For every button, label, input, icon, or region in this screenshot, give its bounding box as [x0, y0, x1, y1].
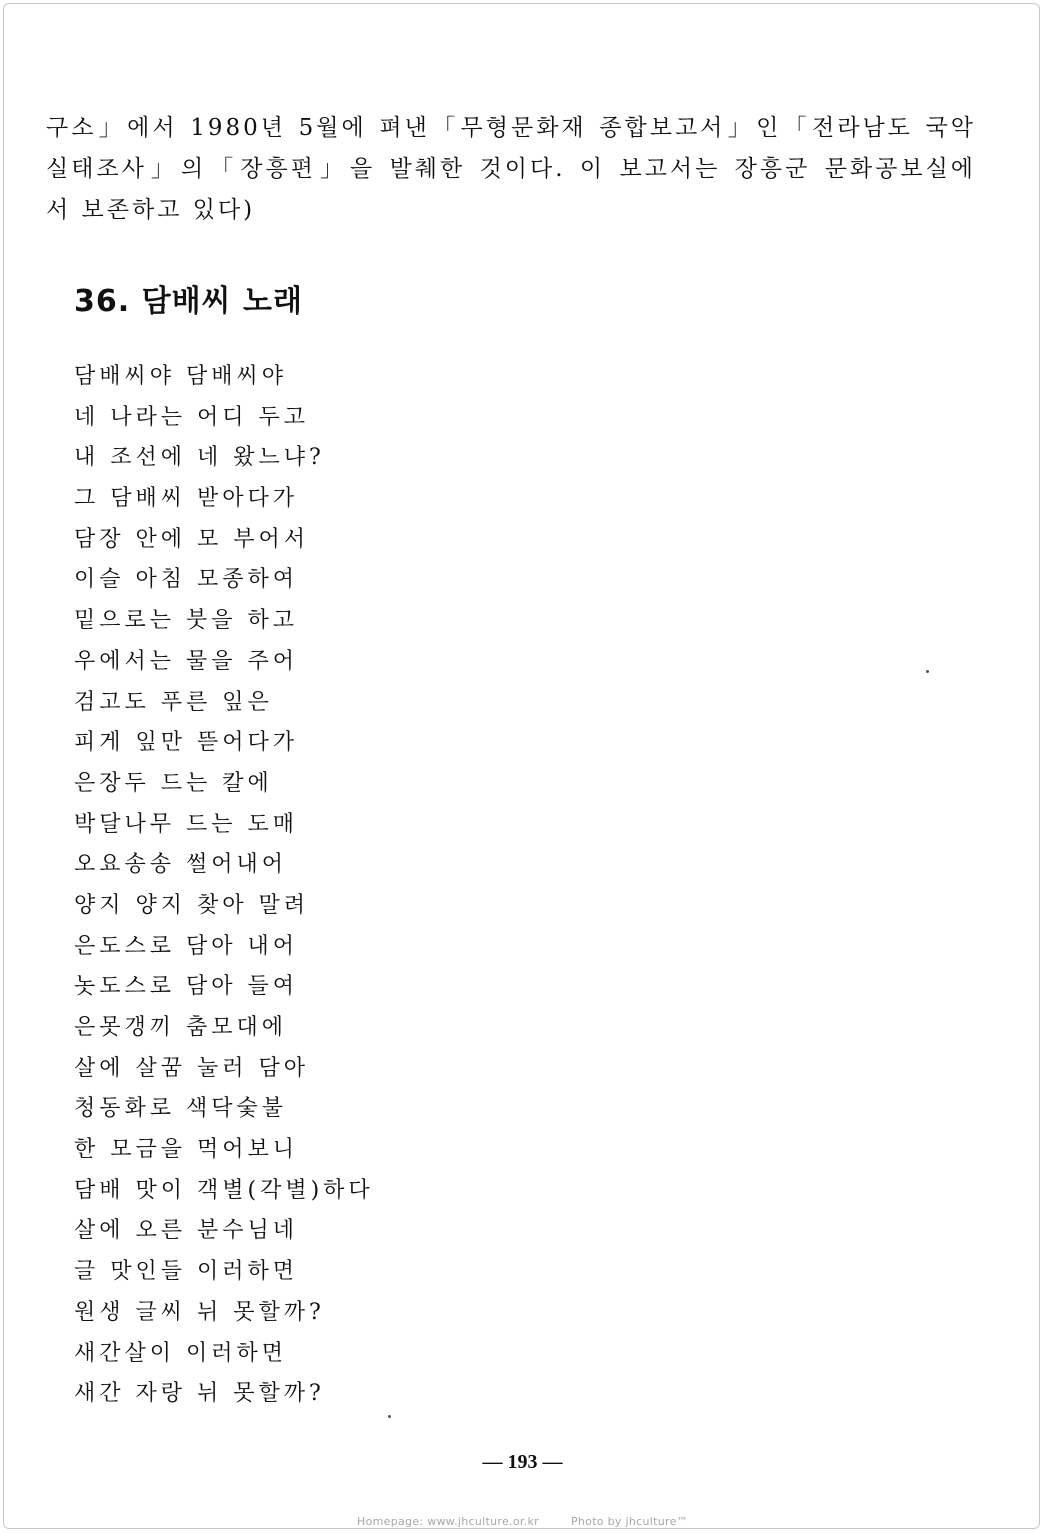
intro-paragraph	[46, 108, 976, 231]
poem-line: 양지 양지 찾아 말려	[74, 892, 309, 918]
poem-line: 새간살이 이러하면	[74, 1340, 288, 1366]
poem-line: 밑으로는 붓을 하고	[74, 608, 299, 634]
scan-speck	[926, 670, 929, 673]
poem-line: 놋도스로 담아 들여	[74, 974, 299, 1000]
poem-line: 살에 살꿈 눌러 담아	[74, 1055, 309, 1081]
intro-line-3: 서 보존하고 있다)	[46, 197, 256, 223]
poem-line: 내 조선에 네 왔느냐?	[74, 445, 325, 471]
poem-line: 오요송송 썰어내어	[74, 852, 288, 878]
poem-line: 담배씨야 담배씨야	[74, 364, 288, 389]
poem-line: 살에 오른 분수님네	[74, 1218, 299, 1244]
watermark-footer	[0, 1515, 1045, 1528]
poem-lyrics	[74, 357, 374, 1415]
poem-line: 은도스로 담아 내어	[74, 933, 299, 959]
poem-line: 새간 자랑 뉘 못할까?	[74, 1381, 325, 1407]
poem-line: 담배 맛이 객별(각별)하다	[74, 1177, 374, 1203]
poem-line: 박달나무 드는 도매	[74, 811, 299, 837]
poem-line: 피게 잎만 뜯어다가	[74, 730, 299, 756]
poem-line: 글 맛인들 이러하면	[74, 1259, 299, 1285]
page-number: — 193 —	[482, 1451, 563, 1473]
poem-line: 검고도 푸른 잎은	[74, 689, 273, 715]
footer-homepage: Homepage: www.jhculture.or.kr	[357, 1515, 539, 1528]
poem-line: 그 담배씨 받아다가	[74, 486, 299, 512]
poem-line: 담장 안에 모 부어서	[74, 526, 309, 552]
intro-line-2: 실태조사」의「장흥편」을 발췌한 것이다. 이 보고서는 장흥군 문화공보실에	[46, 156, 976, 182]
poem-line: 은못갱끼 춤모대에	[74, 1015, 288, 1040]
intro-line-1: 구소」에서 1980년 5월에 펴낸「무형문화재 종합보고서」인「전라남도 국악	[46, 115, 976, 141]
poem-line: 한 모금을 먹어보니	[74, 1137, 299, 1163]
poem-line: 은장두 드는 칼에	[74, 770, 273, 796]
poem-line: 원생 글씨 뉘 못할까?	[74, 1299, 325, 1325]
section-title: 36. 담배씨 노래	[74, 284, 303, 319]
scan-speck	[388, 1415, 391, 1418]
poem-line: 우에서는 물을 주어	[74, 648, 299, 674]
poem-line: 이슬 아침 모종하여	[74, 567, 299, 593]
footer-photo-credit: Photo by jhculture™	[570, 1515, 688, 1528]
poem-line: 네 나라는 어디 두고	[74, 404, 309, 430]
poem-line: 청동화로 색닥숯불	[74, 1096, 288, 1122]
